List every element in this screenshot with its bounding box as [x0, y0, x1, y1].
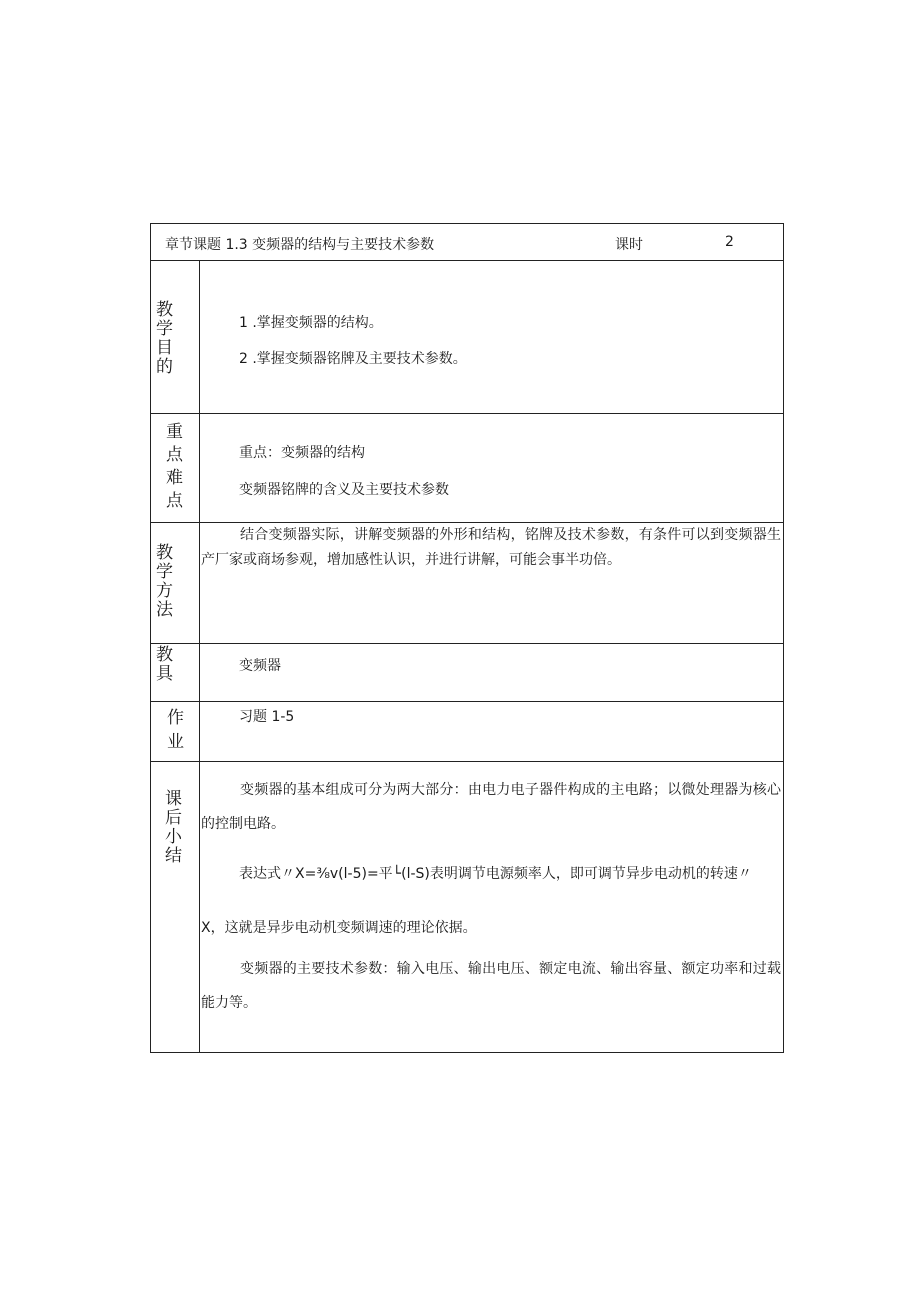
period-label: 课时: [615, 237, 643, 253]
homework-content: [200, 702, 783, 761]
key-points-label-cell: [151, 414, 200, 522]
summary-formula-conclusion: X，这就是异步电动机变频调速的理论依据。: [201, 920, 477, 936]
method-row: [151, 523, 783, 644]
tools-label-cell: [151, 644, 200, 701]
objectives-label: 教学目的: [156, 300, 173, 377]
summary-label: 课后小结: [165, 789, 182, 866]
summary-row: [151, 762, 783, 1052]
tools-label: 教具: [156, 645, 173, 684]
homework-label: 作业: [167, 708, 184, 752]
objective-item-2: 2 .掌握变频器铭牌及主要技术参数。: [239, 351, 467, 367]
homework-text: 习题 1-5: [239, 709, 295, 725]
key-points-content: [200, 414, 783, 522]
summary-label-cell: [151, 762, 200, 1052]
objectives-content: [200, 261, 783, 413]
difficulty-text: 变频器铭牌的含义及主要技术参数: [239, 482, 449, 498]
objective-item-1: 1 .掌握变频器的结构。: [239, 315, 383, 331]
tools-row: [151, 644, 783, 702]
tools-text: 变频器: [239, 658, 281, 674]
method-text: 结合变频器实际，讲解变频器的外形和结构，铭牌及技术参数，有条件可以到变频器生产厂家或商场参观，增加感性认识，并进行讲解，可能会事半功倍。: [201, 527, 781, 568]
objectives-label-cell: [151, 261, 200, 413]
objectives-row: [151, 261, 783, 414]
lesson-plan-table: [150, 223, 784, 1053]
summary-paragraph-1: 变频器的基本组成可分为两大部分：由电力电子器件构成的主电路；以微处理器为核心的控制电路。: [201, 782, 781, 832]
header-row: [151, 224, 783, 261]
method-label: 教学方法: [156, 543, 173, 620]
tools-content: [200, 644, 783, 701]
summary-content: [200, 762, 783, 1052]
period-value: 2: [725, 234, 734, 250]
key-point-text: 重点：变频器的结构: [239, 445, 365, 461]
method-label-cell: [151, 523, 200, 643]
homework-row: [151, 702, 783, 762]
lesson-title: 章节课题 1.3 变频器的结构与主要技术参数: [165, 237, 435, 253]
method-content: [200, 523, 783, 643]
summary-formula-line: 表达式〃X=⅜v(l-5)=平└(l-S)表明调节电源频率人，即可调节异步电动机的转速〃: [239, 866, 752, 882]
summary-paragraph-3: 变频器的主要技术参数：输入电压、输出电压、额定电流、输出容量、额定功率和过载能力等。: [201, 961, 781, 1011]
key-points-label: 重点难点: [166, 422, 183, 511]
homework-label-cell: [151, 702, 200, 761]
key-points-row: [151, 414, 783, 523]
